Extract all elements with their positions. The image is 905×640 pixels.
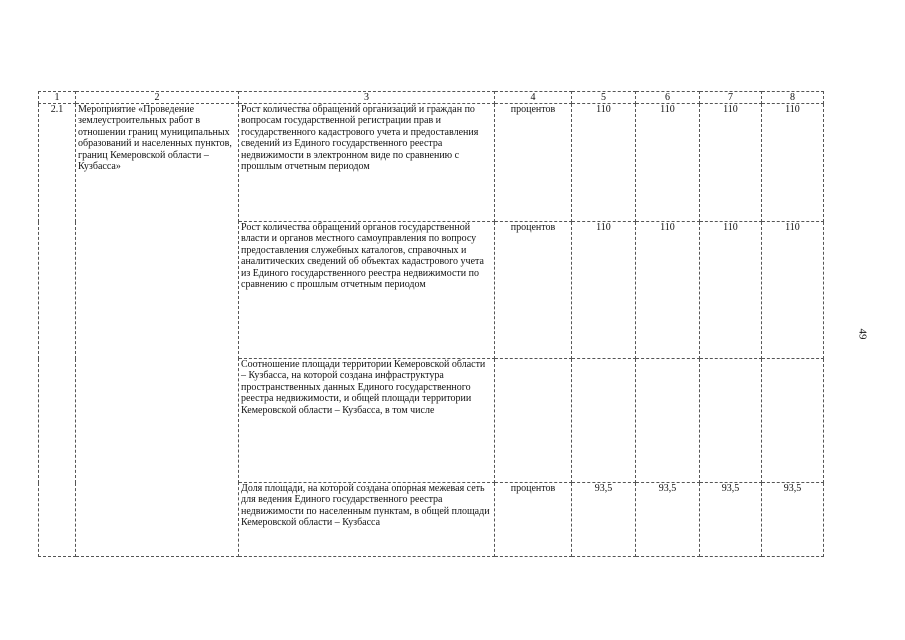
column-header-3: 3 <box>239 92 495 104</box>
column-header-1: 1 <box>39 92 76 104</box>
value-cell: 110 <box>636 222 700 359</box>
value-cell: 110 <box>636 104 700 222</box>
value-cell: 110 <box>762 222 824 359</box>
indicator-cell: Соотношение площади территории Кемеровской области – Кузбасса, на которой создана инфраструктура пространственных данных Единого государственного реестра недвижимости, и общей площади территории Кемеровской области – Кузбасса, в том числе <box>239 359 495 483</box>
value-cell <box>572 359 636 483</box>
header-row <box>39 92 824 104</box>
column-header-2: 2 <box>76 92 239 104</box>
column-header-6: 6 <box>636 92 700 104</box>
indicators-table <box>38 91 824 557</box>
value-cell <box>700 359 762 483</box>
column-header-8: 8 <box>762 92 824 104</box>
value-cell: 93,5 <box>636 483 700 557</box>
value-cell: 110 <box>762 104 824 222</box>
table-row <box>39 104 824 222</box>
indicator-cell: Доля площади, на которой создана опорная межевая сеть для ведения Единого государственного реестра недвижимости по населенным пунктам, в общей площади Кемеровской области – Кузбасса <box>239 483 495 557</box>
indicator-cell: Рост количества обращений органов государственной власти и органов местного самоуправления по вопросу предоставления служебных каталогов, справочных и аналитических сведений об объектах кадастрового учета из Единого государственного реестра недвижимости по сравнению с прошлым отчетным периодом <box>239 222 495 359</box>
indicator-cell: Рост количества обращений организаций и граждан по вопросам государственной регистрации прав и государственного кадастрового учета и предоставления сведений из Единого государственного реестра недвижимости в электронном виде по сравнению с прошлым отчетным периодом <box>239 104 495 222</box>
value-cell <box>636 359 700 483</box>
value-cell: 110 <box>700 104 762 222</box>
measure-cell: Мероприятие «Проведение землеустроительных работ в отношении границ муниципальных образований и населенных пунктов, границ Кемеровской области – Кузбасса» <box>76 104 239 557</box>
row-number-cell: 2.1 <box>39 104 76 557</box>
value-cell <box>762 359 824 483</box>
column-header-5: 5 <box>572 92 636 104</box>
page-number: 49 <box>856 328 869 340</box>
value-cell: 110 <box>572 222 636 359</box>
value-cell: 110 <box>572 104 636 222</box>
column-header-4: 4 <box>495 92 572 104</box>
value-cell: 93,5 <box>700 483 762 557</box>
unit-cell: процентов <box>495 104 572 222</box>
column-header-7: 7 <box>700 92 762 104</box>
unit-cell: процентов <box>495 222 572 359</box>
value-cell: 93,5 <box>572 483 636 557</box>
value-cell: 110 <box>700 222 762 359</box>
unit-cell <box>495 359 572 483</box>
value-cell: 93,5 <box>762 483 824 557</box>
unit-cell: процентов <box>495 483 572 557</box>
